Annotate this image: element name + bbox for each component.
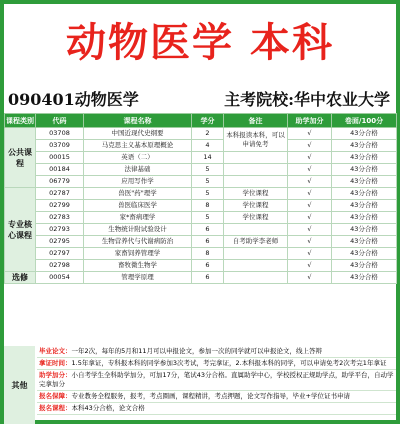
course-note xyxy=(224,248,288,260)
course-name: 中国近现代史纲要 xyxy=(84,128,192,140)
pass-score: 43分合格 xyxy=(332,200,397,212)
bonus-check: √ xyxy=(288,152,332,164)
course-name: 英语（二） xyxy=(84,152,192,164)
note-text: 专业教务全程服务，报考，考点圈画，课程精讲，考点押题，论文写作指导，毕业+学位证书申请 xyxy=(71,392,350,400)
course-table xyxy=(4,113,397,284)
course-credit: 6 xyxy=(192,272,224,284)
course-code: 02787 xyxy=(36,188,84,200)
pass-score: 43分合格 xyxy=(332,152,397,164)
pass-score: 43分合格 xyxy=(332,140,397,152)
course-name: 应用写作学 xyxy=(84,176,192,188)
note-text: 本科43分合格，论文合格 xyxy=(71,404,145,412)
course-code: 03709 xyxy=(36,140,84,152)
course-name: 管理学原理 xyxy=(84,272,192,284)
table-row xyxy=(5,140,397,152)
note-key: 报名保障： xyxy=(39,392,72,400)
header-credit: 学分 xyxy=(192,114,224,128)
table-row xyxy=(5,260,397,272)
table-row xyxy=(5,188,397,200)
table-row xyxy=(5,224,397,236)
bonus-check: √ xyxy=(288,248,332,260)
pass-score: 43分合格 xyxy=(332,236,397,248)
bonus-check: √ xyxy=(288,140,332,152)
note-key: 报名课程： xyxy=(39,404,72,412)
course-credit: 6 xyxy=(192,224,224,236)
note-item-certificate-time xyxy=(37,358,396,370)
note-text: 一年2次，每年的5月和11月可以申报论文，参加一次的同学就可以申报论文，线上答辩 xyxy=(71,347,323,355)
pass-score: 43分合格 xyxy=(332,248,397,260)
bonus-check: √ xyxy=(288,164,332,176)
pass-score: 43分合格 xyxy=(332,188,397,200)
note-item-courses xyxy=(37,403,396,415)
bonus-check: √ xyxy=(288,128,332,140)
note-item-bonus xyxy=(37,370,396,391)
course-credit: 8 xyxy=(192,248,224,260)
course-note: 学位课程 xyxy=(224,200,288,212)
course-credit: 14 xyxy=(192,152,224,164)
note-item-thesis xyxy=(37,346,396,358)
course-credit: 5 xyxy=(192,188,224,200)
header-note: 备注 xyxy=(224,114,288,128)
bonus-check: √ xyxy=(288,236,332,248)
category-core: 专业核心课程 xyxy=(5,188,36,272)
course-credit: 6 xyxy=(192,260,224,272)
course-name: 生物营养代与代谢病防治 xyxy=(84,236,192,248)
note-key: 毕业论文： xyxy=(39,347,72,355)
table-row xyxy=(5,164,397,176)
course-name: 家畜饲养管理学 xyxy=(84,248,192,260)
note-item-guarantee xyxy=(37,391,396,403)
bonus-check: √ xyxy=(288,272,332,284)
course-code: 00054 xyxy=(36,272,84,284)
table-row xyxy=(5,152,397,164)
bonus-check: √ xyxy=(288,188,332,200)
course-credit: 5 xyxy=(192,176,224,188)
page-title: 动物医学 本科 xyxy=(66,20,334,66)
course-note xyxy=(224,224,288,236)
note-key: 拿证时间： xyxy=(39,359,72,367)
pass-score: 43分合格 xyxy=(332,128,397,140)
course-note xyxy=(224,272,288,284)
course-code: 00184 xyxy=(36,164,84,176)
course-code: 02783 xyxy=(36,212,84,224)
table-row xyxy=(5,176,397,188)
table-row xyxy=(5,272,397,284)
course-code: 02799 xyxy=(36,200,84,212)
course-credit: 2 xyxy=(192,128,224,140)
course-name: 畜牧微生物学 xyxy=(84,260,192,272)
note-key: 助学加分： xyxy=(39,371,72,379)
bonus-check: √ xyxy=(288,176,332,188)
bonus-check: √ xyxy=(288,224,332,236)
course-code: 03708 xyxy=(36,128,84,140)
header-course-name: 课程名称 xyxy=(84,114,192,128)
table-row xyxy=(5,212,397,224)
pass-score: 43分合格 xyxy=(332,260,397,272)
notes-section xyxy=(4,346,396,424)
course-code: 02793 xyxy=(36,224,84,236)
course-note xyxy=(224,260,288,272)
course-code: 00015 xyxy=(36,152,84,164)
course-credit: 5 xyxy=(192,212,224,224)
course-note: 学位课程 xyxy=(224,188,288,200)
table-header-row xyxy=(5,114,397,128)
notes-label: 其他 xyxy=(4,346,35,424)
course-code: 06779 xyxy=(36,176,84,188)
note-text: 1.5年拿证，专科报本科的同学参加3次考试，考完拿证，2.本科报本科的同学，可以申请免考2次考完1年拿证 xyxy=(71,359,387,367)
table-row xyxy=(5,236,397,248)
pass-score: 43分合格 xyxy=(332,164,397,176)
header-pass-score: 卷面/100分 xyxy=(332,114,397,128)
course-code: 02797 xyxy=(36,248,84,260)
table-row xyxy=(5,128,397,140)
pass-score: 43分合格 xyxy=(332,212,397,224)
course-name: 兽医"药"理学 xyxy=(84,188,192,200)
category-elective: 选修 xyxy=(5,272,36,284)
pass-score: 43分合格 xyxy=(332,272,397,284)
major-code-name: 090401动物医学 xyxy=(8,90,139,109)
course-note: 学位课程 xyxy=(224,212,288,224)
course-note xyxy=(224,152,288,164)
course-name: 马克思主义基本原理概论 xyxy=(84,140,192,152)
note-text: 小自考学生全科助学加分，可加17分，笔试43分合格。直属助学中心，学校授权正规助学点，助学平台，自动学完拿加分 xyxy=(39,371,394,388)
course-name: 家*畜病理学 xyxy=(84,212,192,224)
course-note xyxy=(224,176,288,188)
course-note xyxy=(224,164,288,176)
course-credit: 4 xyxy=(192,140,224,152)
pass-score: 43分合格 xyxy=(332,176,397,188)
pass-score: 43分合格 xyxy=(332,224,397,236)
course-credit: 8 xyxy=(192,200,224,212)
course-note: 自考助学李老师 xyxy=(224,236,288,248)
bonus-check: √ xyxy=(288,212,332,224)
table-row xyxy=(5,200,397,212)
course-credit: 5 xyxy=(192,164,224,176)
course-code: 02795 xyxy=(36,236,84,248)
table-row xyxy=(5,248,397,260)
course-name: 生物统计附试验设计 xyxy=(84,224,192,236)
category-public: 公共课程 xyxy=(5,128,36,188)
public-exempt-note: 本科报读本科，可以申请免考 xyxy=(224,128,288,152)
bonus-check: √ xyxy=(288,200,332,212)
header-category: 课程类别 xyxy=(5,114,36,128)
notes-list xyxy=(37,346,396,415)
header-code: 代码 xyxy=(36,114,84,128)
course-credit: 6 xyxy=(192,236,224,248)
exam-school: 主考院校:华中农业大学 xyxy=(224,90,390,109)
course-name: 法律基础 xyxy=(84,164,192,176)
bonus-check: √ xyxy=(288,260,332,272)
course-code: 02798 xyxy=(36,260,84,272)
header-bonus: 助学加分 xyxy=(288,114,332,128)
course-name: 兽医临床医学 xyxy=(84,200,192,212)
